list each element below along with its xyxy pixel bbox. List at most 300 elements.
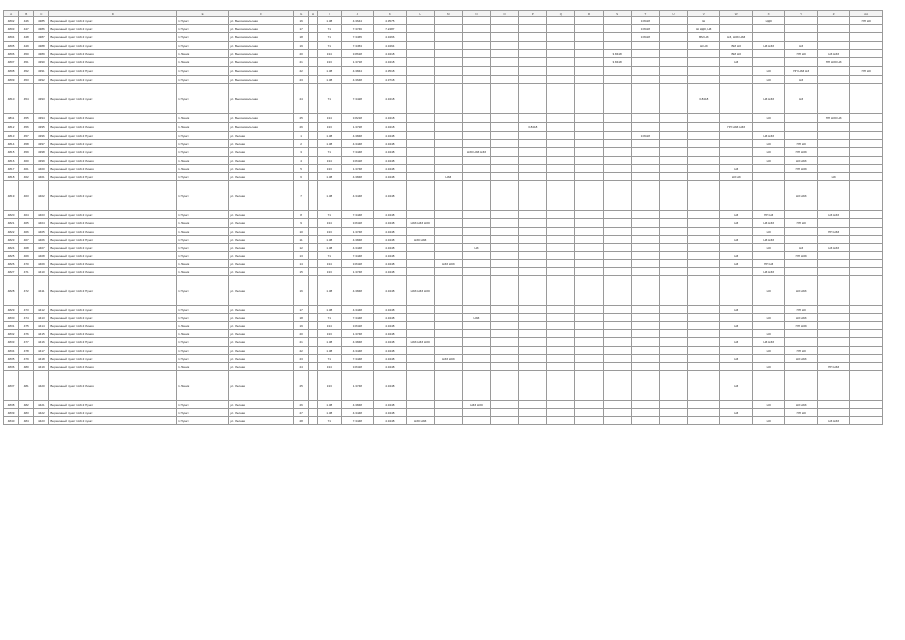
table-cell[interactable]: 4.3575 <box>374 17 406 25</box>
table-cell[interactable]: НЗ <box>720 371 752 401</box>
table-cell[interactable]: 4407 <box>34 244 49 252</box>
table-cell[interactable] <box>547 276 575 306</box>
table-cell[interactable] <box>462 33 490 42</box>
table-cell[interactable]: Вершинный пункт 1АЗ-3 Линия <box>49 228 177 236</box>
table-cell[interactable] <box>603 401 631 409</box>
table-cell[interactable] <box>547 25 575 33</box>
table-cell[interactable]: ул. Лесная <box>229 157 294 165</box>
table-cell[interactable]: ПП НЗ <box>785 140 817 148</box>
table-cell[interactable] <box>519 314 547 322</box>
table-cell[interactable]: НЗ <box>720 260 752 268</box>
table-cell[interactable] <box>720 417 752 425</box>
table-cell[interactable]: 1 Пункт <box>177 67 229 76</box>
table-cell[interactable] <box>519 338 547 347</box>
table-cell[interactable]: 7.3448 <box>341 314 373 322</box>
table-cell[interactable] <box>406 371 434 401</box>
table-cell[interactable]: Вершинный пункт 1АЗ-3 пункт <box>49 409 177 417</box>
table-cell[interactable] <box>434 338 462 347</box>
table-cell[interactable] <box>462 371 490 401</box>
column-header[interactable]: V <box>688 11 720 17</box>
table-cell[interactable] <box>462 338 490 347</box>
table-cell[interactable] <box>575 50 603 58</box>
table-cell[interactable] <box>462 50 490 58</box>
table-cell[interactable]: НЗЗ НЗЗ <box>406 236 434 244</box>
table-cell[interactable]: Ш НДЗ, НЗ <box>688 25 720 33</box>
table-cell[interactable] <box>491 347 519 355</box>
table-cell[interactable] <box>434 42 462 50</box>
table-cell[interactable]: 474 <box>19 314 34 322</box>
table-cell[interactable]: 4413 <box>34 314 49 322</box>
table-cell[interactable]: 1.3748 <box>341 268 373 276</box>
table-cell[interactable] <box>688 165 720 173</box>
table-cell[interactable] <box>659 338 687 347</box>
table-cell[interactable] <box>434 330 462 338</box>
table-cell[interactable] <box>309 260 318 268</box>
table-cell[interactable]: 4417 <box>34 347 49 355</box>
table-cell[interactable] <box>462 330 490 338</box>
table-cell[interactable] <box>491 157 519 165</box>
table-cell[interactable] <box>519 25 547 33</box>
table-cell[interactable]: НЗ НЗЗ <box>785 314 817 322</box>
table-cell[interactable] <box>462 132 490 140</box>
table-cell[interactable]: 4.3448 <box>341 181 373 211</box>
table-cell[interactable] <box>850 347 883 355</box>
table-cell[interactable] <box>547 244 575 252</box>
table-cell[interactable]: Вершинный пункт 1АЗ-3 Линия <box>49 123 177 132</box>
table-cell[interactable] <box>575 76 603 84</box>
table-cell[interactable] <box>575 401 603 409</box>
table-cell[interactable]: 4385 <box>34 17 49 25</box>
table-cell[interactable] <box>575 181 603 211</box>
table-cell[interactable] <box>603 347 631 355</box>
table-cell[interactable]: 478 <box>19 347 34 355</box>
table-cell[interactable]: НЗ <box>720 236 752 244</box>
table-cell[interactable] <box>519 165 547 173</box>
table-cell[interactable]: 457 <box>19 132 34 140</box>
table-cell[interactable] <box>752 355 784 363</box>
table-cell[interactable]: 4406 <box>34 236 49 244</box>
table-cell[interactable] <box>659 260 687 268</box>
table-cell[interactable]: ул. Высоковольтная <box>229 17 294 25</box>
table-cell[interactable] <box>688 140 720 148</box>
table-cell[interactable]: НЗЗ <box>434 173 462 181</box>
table-cell[interactable]: 1 Пункт <box>177 338 229 347</box>
table-cell[interactable]: 19 <box>294 42 309 50</box>
table-cell[interactable] <box>850 140 883 148</box>
table-cell[interactable] <box>575 355 603 363</box>
table-cell[interactable] <box>519 157 547 165</box>
table-cell[interactable]: 461 <box>19 165 34 173</box>
table-cell[interactable]: 2 <box>294 140 309 148</box>
table-cell[interactable] <box>309 84 318 114</box>
column-header[interactable]: AA <box>850 11 883 17</box>
table-cell[interactable] <box>309 157 318 165</box>
table-cell[interactable] <box>720 401 752 409</box>
table-cell[interactable] <box>720 228 752 236</box>
table-cell[interactable]: 1 Линия <box>177 50 229 58</box>
table-cell[interactable]: ПП НЗ <box>785 306 817 314</box>
table-cell[interactable] <box>817 355 849 363</box>
table-cell[interactable] <box>406 173 434 181</box>
table-cell[interactable]: 1.38 <box>317 338 341 347</box>
table-cell[interactable]: 4814 <box>4 140 19 148</box>
table-cell[interactable]: 20 <box>294 50 309 58</box>
table-cell[interactable]: 4830 <box>4 314 19 322</box>
table-cell[interactable]: 4.3464 <box>374 42 406 50</box>
table-cell[interactable]: 1.3718 <box>341 58 373 67</box>
table-cell[interactable]: 3.8418 <box>688 84 720 114</box>
table-cell[interactable] <box>817 252 849 260</box>
table-cell[interactable]: НЗ <box>752 314 784 322</box>
table-cell[interactable] <box>785 338 817 347</box>
table-cell[interactable] <box>603 132 631 140</box>
table-cell[interactable]: 71 <box>317 42 341 50</box>
table-cell[interactable] <box>659 181 687 211</box>
table-cell[interactable] <box>659 211 687 219</box>
table-cell[interactable] <box>406 363 434 371</box>
table-cell[interactable] <box>688 338 720 347</box>
table-cell[interactable]: ВМ НЗ <box>688 33 720 42</box>
column-header[interactable]: K <box>374 11 406 17</box>
table-cell[interactable]: 1 Пункт <box>177 244 229 252</box>
table-cell[interactable] <box>603 211 631 219</box>
table-cell[interactable] <box>547 306 575 314</box>
table-cell[interactable]: 4401 <box>34 173 49 181</box>
table-cell[interactable]: 4.3448 <box>374 236 406 244</box>
table-cell[interactable]: 16 <box>294 276 309 306</box>
table-cell[interactable] <box>631 417 659 425</box>
table-cell[interactable] <box>519 76 547 84</box>
table-cell[interactable]: 4.3848 <box>341 338 373 347</box>
table-cell[interactable] <box>688 157 720 165</box>
table-cell[interactable]: 1.38 <box>317 67 341 76</box>
table-cell[interactable] <box>720 363 752 371</box>
table-cell[interactable]: 134 <box>317 114 341 123</box>
table-cell[interactable] <box>406 211 434 219</box>
table-cell[interactable]: 4819 <box>4 181 19 211</box>
table-cell[interactable]: ул. Лесная <box>229 347 294 355</box>
table-cell[interactable] <box>659 268 687 276</box>
table-cell[interactable]: 133 <box>317 371 341 401</box>
table-cell[interactable]: 13 <box>294 252 309 260</box>
table-cell[interactable]: НЗ <box>752 140 784 148</box>
table-cell[interactable] <box>688 211 720 219</box>
table-cell[interactable]: Вершинный пункт 1АЗ-3 Линия <box>49 165 177 173</box>
table-cell[interactable] <box>817 260 849 268</box>
table-cell[interactable]: 4.3648 <box>341 76 373 84</box>
table-cell[interactable]: 4389 <box>34 50 49 58</box>
table-cell[interactable] <box>434 17 462 25</box>
table-cell[interactable]: НЗ НЗЗ <box>752 268 784 276</box>
table-cell[interactable] <box>309 401 318 409</box>
table-cell[interactable]: 4837 <box>4 371 19 401</box>
table-cell[interactable] <box>850 322 883 330</box>
table-cell[interactable]: ул. Лесная <box>229 355 294 363</box>
table-cell[interactable]: 3.8418 <box>631 25 659 33</box>
table-cell[interactable]: 7.2487 <box>374 25 406 33</box>
table-cell[interactable]: 4404 <box>34 219 49 228</box>
table-cell[interactable] <box>547 268 575 276</box>
table-cell[interactable]: 4409 <box>34 260 49 268</box>
table-cell[interactable] <box>659 347 687 355</box>
table-cell[interactable]: Вершинный пункт 1АЗ-3 Линия <box>49 157 177 165</box>
table-cell[interactable] <box>575 58 603 67</box>
table-cell[interactable]: 1.3728 <box>341 123 373 132</box>
table-cell[interactable] <box>603 173 631 181</box>
table-cell[interactable]: 7 <box>294 181 309 211</box>
table-cell[interactable]: 4820 <box>4 211 19 219</box>
table-cell[interactable] <box>462 268 490 276</box>
table-cell[interactable] <box>309 114 318 123</box>
table-cell[interactable] <box>603 268 631 276</box>
table-cell[interactable]: 24 <box>294 84 309 114</box>
table-cell[interactable]: 1 Линия <box>177 228 229 236</box>
table-cell[interactable] <box>406 17 434 25</box>
table-cell[interactable] <box>519 148 547 157</box>
table-cell[interactable]: 4402 <box>34 181 49 211</box>
table-cell[interactable]: 16 <box>294 17 309 25</box>
table-cell[interactable]: 4838 <box>4 401 19 409</box>
table-cell[interactable] <box>850 42 883 50</box>
table-cell[interactable]: Вершинный пункт 1АЗ-3 Линия <box>49 219 177 228</box>
table-cell[interactable] <box>785 25 817 33</box>
table-cell[interactable] <box>309 219 318 228</box>
table-cell[interactable] <box>659 42 687 50</box>
table-cell[interactable]: 4.3448 <box>374 276 406 306</box>
table-cell[interactable] <box>462 181 490 211</box>
table-cell[interactable]: 4831 <box>4 322 19 330</box>
table-cell[interactable] <box>631 157 659 165</box>
table-cell[interactable] <box>785 211 817 219</box>
table-cell[interactable]: НЗ <box>752 114 784 123</box>
table-cell[interactable]: 4.3848 <box>341 401 373 409</box>
table-cell[interactable] <box>491 148 519 157</box>
column-header[interactable]: Y <box>785 11 817 17</box>
table-cell[interactable]: 4386 <box>34 25 49 33</box>
table-cell[interactable] <box>434 84 462 114</box>
table-cell[interactable] <box>603 67 631 76</box>
table-cell[interactable] <box>434 211 462 219</box>
table-cell[interactable]: 3.8418 <box>631 17 659 25</box>
table-cell[interactable] <box>817 338 849 347</box>
table-cell[interactable] <box>850 211 883 219</box>
table-cell[interactable] <box>547 409 575 417</box>
table-cell[interactable] <box>659 314 687 322</box>
column-header[interactable]: O <box>491 11 519 17</box>
table-cell[interactable]: ул. Высоковольтная <box>229 76 294 84</box>
table-cell[interactable]: Вершинный пункт 1АЗ-3 Линия <box>49 114 177 123</box>
table-cell[interactable]: 4405 <box>34 228 49 236</box>
table-cell[interactable]: НЗ НЗЗ <box>752 236 784 244</box>
table-cell[interactable] <box>850 181 883 211</box>
table-cell[interactable]: Вершинный пункт 1АЗ-3 Пункт <box>49 236 177 244</box>
table-cell[interactable] <box>406 347 434 355</box>
table-cell[interactable]: 4827 <box>4 268 19 276</box>
table-cell[interactable]: 1 Пункт <box>177 314 229 322</box>
table-cell[interactable] <box>603 123 631 132</box>
table-cell[interactable] <box>785 58 817 67</box>
table-cell[interactable]: ул. Высоковольтная <box>229 67 294 76</box>
table-cell[interactable]: 4412 <box>34 306 49 314</box>
table-cell[interactable]: 5 <box>294 165 309 173</box>
table-cell[interactable] <box>434 123 462 132</box>
table-cell[interactable] <box>434 268 462 276</box>
table-cell[interactable]: Вершинный пункт 1АЗ-3 Линия <box>49 268 177 276</box>
table-cell[interactable]: 4.3448 <box>374 371 406 401</box>
table-cell[interactable] <box>850 25 883 33</box>
table-cell[interactable] <box>309 148 318 157</box>
table-cell[interactable] <box>785 33 817 42</box>
table-cell[interactable] <box>575 42 603 50</box>
table-cell[interactable]: 133 <box>317 228 341 236</box>
table-cell[interactable]: 4.3448 <box>341 347 373 355</box>
table-cell[interactable] <box>406 165 434 173</box>
table-cell[interactable]: Вершинный пункт 1АЗ-3 Линия <box>49 322 177 330</box>
table-cell[interactable]: ПП НЗ <box>785 219 817 228</box>
table-cell[interactable] <box>519 244 547 252</box>
table-cell[interactable]: ул. Лесная <box>229 132 294 140</box>
table-cell[interactable]: 1 Пункт <box>177 76 229 84</box>
table-cell[interactable]: 1 Пункт <box>177 211 229 219</box>
table-cell[interactable]: 1 Пункт <box>177 84 229 114</box>
table-cell[interactable] <box>603 322 631 330</box>
table-cell[interactable] <box>850 76 883 84</box>
table-cell[interactable]: 1 Пункт <box>177 25 229 33</box>
table-cell[interactable] <box>659 50 687 58</box>
column-header[interactable]: D <box>49 11 177 17</box>
table-cell[interactable]: НЗ <box>720 165 752 173</box>
table-cell[interactable] <box>434 306 462 314</box>
table-cell[interactable] <box>603 140 631 148</box>
table-cell[interactable]: 28 <box>294 417 309 425</box>
table-cell[interactable]: 4.3418 <box>374 114 406 123</box>
table-cell[interactable] <box>659 322 687 330</box>
table-cell[interactable] <box>575 67 603 76</box>
table-cell[interactable]: 71 <box>317 252 341 260</box>
table-cell[interactable] <box>603 181 631 211</box>
table-cell[interactable]: НЗ <box>752 401 784 409</box>
table-cell[interactable]: НЗ НЗЗ <box>785 276 817 306</box>
table-cell[interactable]: ул. Высоковольтная <box>229 84 294 114</box>
table-cell[interactable] <box>519 84 547 114</box>
table-cell[interactable] <box>309 252 318 260</box>
table-cell[interactable]: 4394 <box>34 114 49 123</box>
table-cell[interactable]: 25 <box>294 371 309 401</box>
table-cell[interactable] <box>547 165 575 173</box>
table-cell[interactable] <box>720 181 752 211</box>
table-cell[interactable] <box>659 355 687 363</box>
table-cell[interactable]: НЗ НЗЗ <box>785 181 817 211</box>
table-cell[interactable]: ПП НЗЗ НЗ <box>785 67 817 76</box>
table-cell[interactable]: 4.3448 <box>374 363 406 371</box>
table-cell[interactable] <box>631 76 659 84</box>
table-cell[interactable]: НЗ <box>752 67 784 76</box>
table-cell[interactable] <box>850 50 883 58</box>
table-cell[interactable]: 4.3718 <box>374 76 406 84</box>
table-cell[interactable]: 3.8218 <box>341 114 373 123</box>
table-cell[interactable]: 4806 <box>4 50 19 58</box>
table-cell[interactable]: 4809 <box>4 76 19 84</box>
table-cell[interactable]: ул. Высоковольтная <box>229 33 294 42</box>
table-cell[interactable]: 21 <box>294 338 309 347</box>
table-cell[interactable]: ПП НЗЗ НЗЗ <box>720 123 752 132</box>
table-cell[interactable] <box>547 157 575 165</box>
table-cell[interactable]: Вершинный пункт 1АЗ-3 Линия <box>49 58 177 67</box>
table-cell[interactable]: 22 <box>294 347 309 355</box>
table-cell[interactable] <box>850 58 883 67</box>
table-cell[interactable]: НЗ <box>720 338 752 347</box>
table-cell[interactable] <box>309 363 318 371</box>
table-cell[interactable]: ПП НЗ <box>785 347 817 355</box>
table-cell[interactable]: ул. Лесная <box>229 252 294 260</box>
table-cell[interactable]: 8 <box>294 211 309 219</box>
table-cell[interactable] <box>752 33 784 42</box>
table-cell[interactable] <box>309 76 318 84</box>
table-cell[interactable] <box>631 409 659 417</box>
table-cell[interactable]: 4.3448 <box>374 148 406 157</box>
table-cell[interactable]: 4.3448 <box>374 330 406 338</box>
table-cell[interactable] <box>462 252 490 260</box>
table-cell[interactable]: 3 <box>294 148 309 157</box>
table-cell[interactable]: 4808 <box>4 67 19 76</box>
table-cell[interactable] <box>491 409 519 417</box>
table-cell[interactable]: 26 <box>294 123 309 132</box>
table-cell[interactable]: 7.3448 <box>341 211 373 219</box>
table-cell[interactable] <box>434 140 462 148</box>
table-cell[interactable]: 18 <box>294 33 309 42</box>
table-cell[interactable] <box>631 236 659 244</box>
table-cell[interactable]: ПП НЗЗ <box>785 165 817 173</box>
table-cell[interactable]: ул. Лесная <box>229 140 294 148</box>
table-cell[interactable]: НЗ <box>720 306 752 314</box>
table-cell[interactable]: НЗ <box>720 219 752 228</box>
column-header[interactable]: N <box>462 11 490 17</box>
table-cell[interactable]: 459 <box>19 148 34 157</box>
table-cell[interactable]: НЗ НЗ <box>720 173 752 181</box>
table-cell[interactable] <box>547 219 575 228</box>
table-cell[interactable] <box>434 148 462 157</box>
table-cell[interactable] <box>575 236 603 244</box>
table-cell[interactable] <box>309 314 318 322</box>
table-cell[interactable]: 71 <box>317 355 341 363</box>
table-cell[interactable]: НЗ <box>720 252 752 260</box>
table-cell[interactable] <box>688 219 720 228</box>
table-cell[interactable]: Вершинный пункт 1АЗ-3 пункт <box>49 148 177 157</box>
table-cell[interactable]: 3.8418 <box>341 157 373 165</box>
table-cell[interactable] <box>406 322 434 330</box>
table-cell[interactable]: 450 <box>19 50 34 58</box>
table-cell[interactable]: 4810 <box>4 84 19 114</box>
table-cell[interactable]: 468 <box>19 244 34 252</box>
column-header[interactable]: U <box>659 11 687 17</box>
table-cell[interactable] <box>631 371 659 401</box>
table-cell[interactable] <box>631 219 659 228</box>
table-cell[interactable] <box>850 338 883 347</box>
table-cell[interactable]: 3.8418 <box>341 219 373 228</box>
table-cell[interactable]: 1 Пункт <box>177 181 229 211</box>
table-cell[interactable] <box>575 165 603 173</box>
table-cell[interactable]: 133 <box>317 123 341 132</box>
table-cell[interactable]: НЗ НЗЗ <box>785 355 817 363</box>
table-cell[interactable] <box>406 84 434 114</box>
table-cell[interactable] <box>688 244 720 252</box>
table-cell[interactable] <box>817 148 849 157</box>
table-cell[interactable]: 4390 <box>34 58 49 67</box>
table-cell[interactable] <box>519 347 547 355</box>
table-cell[interactable]: 71 <box>317 33 341 42</box>
table-cell[interactable] <box>434 244 462 252</box>
table-cell[interactable] <box>688 173 720 181</box>
